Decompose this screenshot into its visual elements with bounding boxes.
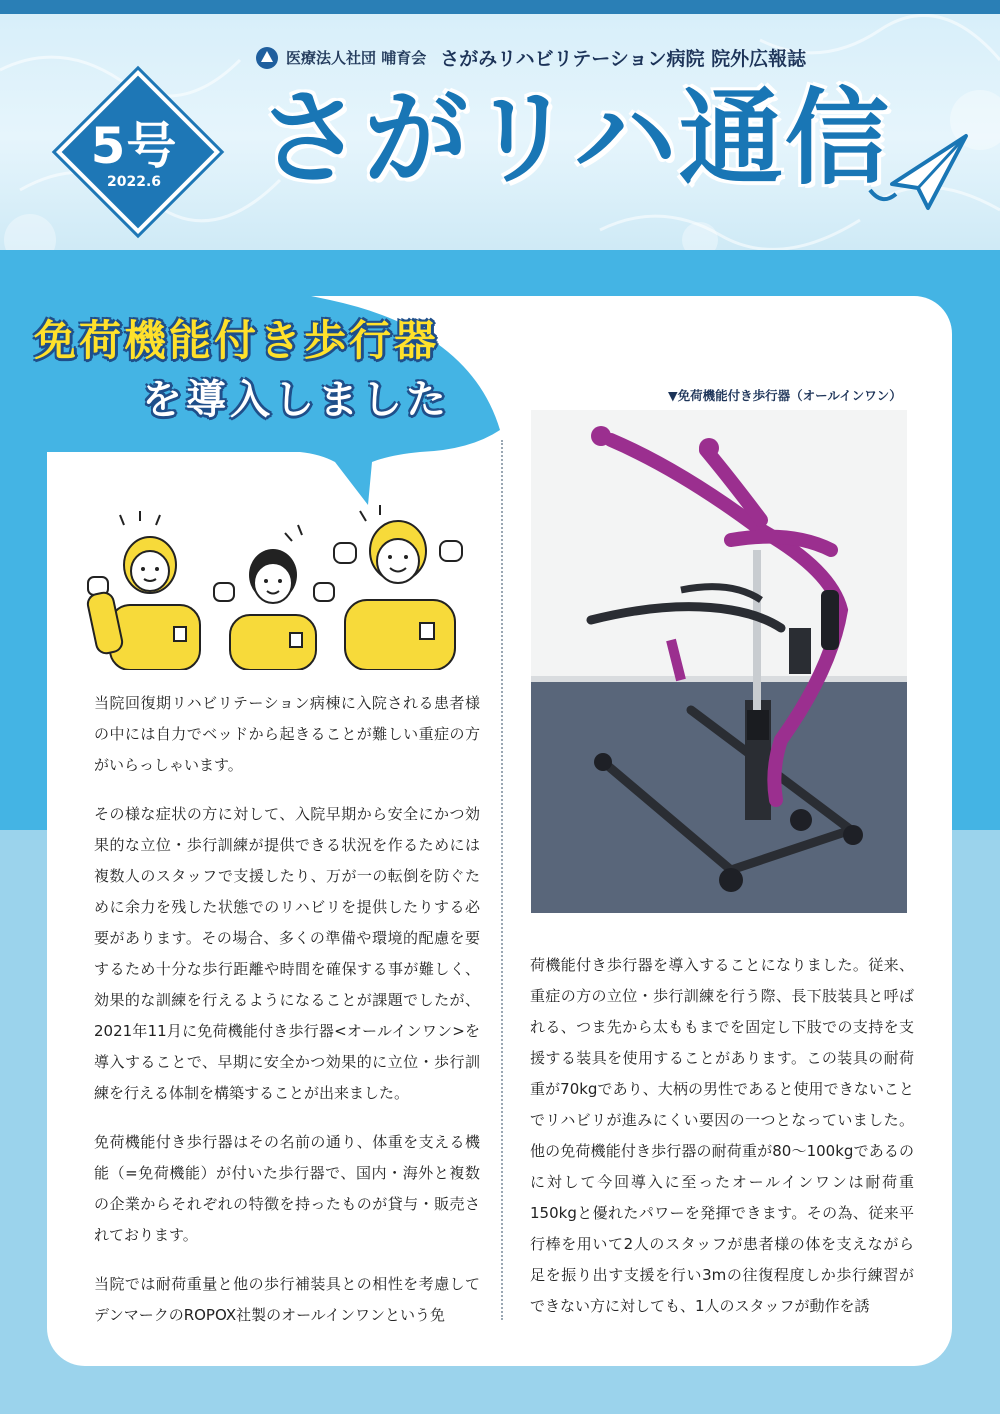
paragraph-continuation: 荷機能付き歩行器を導入することになりました。従来、重症の方の立位・歩行訓練を行う際、長下肢装具と呼ばれる、つま先から太ももまでを固定し下肢での支持を支援する装具を使用することがあります。この装具の耐荷重が70kgであり、大柄の男性であると使用できないことでリハビリが進みにくい要因の一つとなっていました。他の免荷機能付き歩行器の耐荷重が80〜100kgであるのに対して今回導入に至ったオールインワンは耐荷重150kgと優れたパワーを発揮できます。その為、従来平行棒を用いて2人のスタッフが患者様の体を支えながら足を振り出す支援を行い3mの往復程度しか歩行練習ができない方に対しても、1人のスタッフが動作を誘 bbox=[530, 956, 914, 1315]
paragraph-definition: 免荷機能付き歩行器はその名前の通り、体重を支える機能（=免荷機能）が付いた歩行器で、国内・海外と複数の企業からそれぞれの特徴を持ったものが貸与・販売されております。 bbox=[94, 1133, 480, 1244]
article-left-column bbox=[94, 688, 480, 1349]
header-top-stripe bbox=[0, 0, 1000, 14]
paragraph-selection: 当院では耐荷重量と他の歩行補装具との相性を考慮してデンマークのROPOX社製のオールインワンという免 bbox=[94, 1275, 480, 1324]
photo-caption: ▼免荷機能付き歩行器（オールインワン） bbox=[668, 388, 902, 403]
column-divider bbox=[501, 440, 503, 1320]
paragraph-intro: 当院回復期リハビリテーション病棟に入院される患者様の中には自力でベッドから起きることが難しい重症の方がいらっしゃいます。 bbox=[94, 694, 480, 774]
paragraph-background: その様な症状の方に対して、入院早期から安全にかつ効果的な立位・歩行訓練が提供できる状況を作るためには複数人のスタッフで支援したり、万が一の転倒を防ぐために余力を残した状態でのリハビリを提供したりする必要があります。その場合、多くの準備や環境的配慮を要するため十分な歩行距離や時間を確保する事が難しく、効果的な訓練を行えるようになることが課題でしたが、2021年11月に免荷機能付き歩行器<オールインワン>を導入することで、早期に安全かつ効果的に立位・歩行訓練を行える体制を構築することが出来ました。 bbox=[94, 805, 480, 1102]
issue-number: 5号 bbox=[90, 117, 178, 175]
paper-plane-icon bbox=[862, 128, 972, 218]
newsletter-header bbox=[0, 0, 1000, 250]
cheering-staff-illustration bbox=[80, 505, 470, 670]
footer-band bbox=[0, 1366, 1000, 1414]
article-right-column bbox=[530, 950, 914, 1322]
issue-date: 2022.6 bbox=[106, 174, 162, 190]
staff-person-3 bbox=[334, 521, 462, 670]
staff-person-2 bbox=[214, 549, 334, 670]
walker-photo bbox=[531, 410, 907, 913]
newsletter-title: さがリハ通信 bbox=[258, 77, 891, 199]
staff-person-1 bbox=[86, 537, 200, 670]
org-logo-icon bbox=[256, 47, 278, 69]
hospital-name: さがみリハビリテーション病院 院外広報誌 bbox=[440, 48, 807, 70]
org-name: 医療法人社団 哺育会 bbox=[286, 49, 427, 67]
headline-line-1: 免荷機能付き歩行器 bbox=[34, 316, 440, 365]
publisher-line bbox=[256, 44, 806, 71]
issue-badge bbox=[58, 72, 210, 224]
headline-line-2: を導入しました bbox=[142, 377, 450, 423]
